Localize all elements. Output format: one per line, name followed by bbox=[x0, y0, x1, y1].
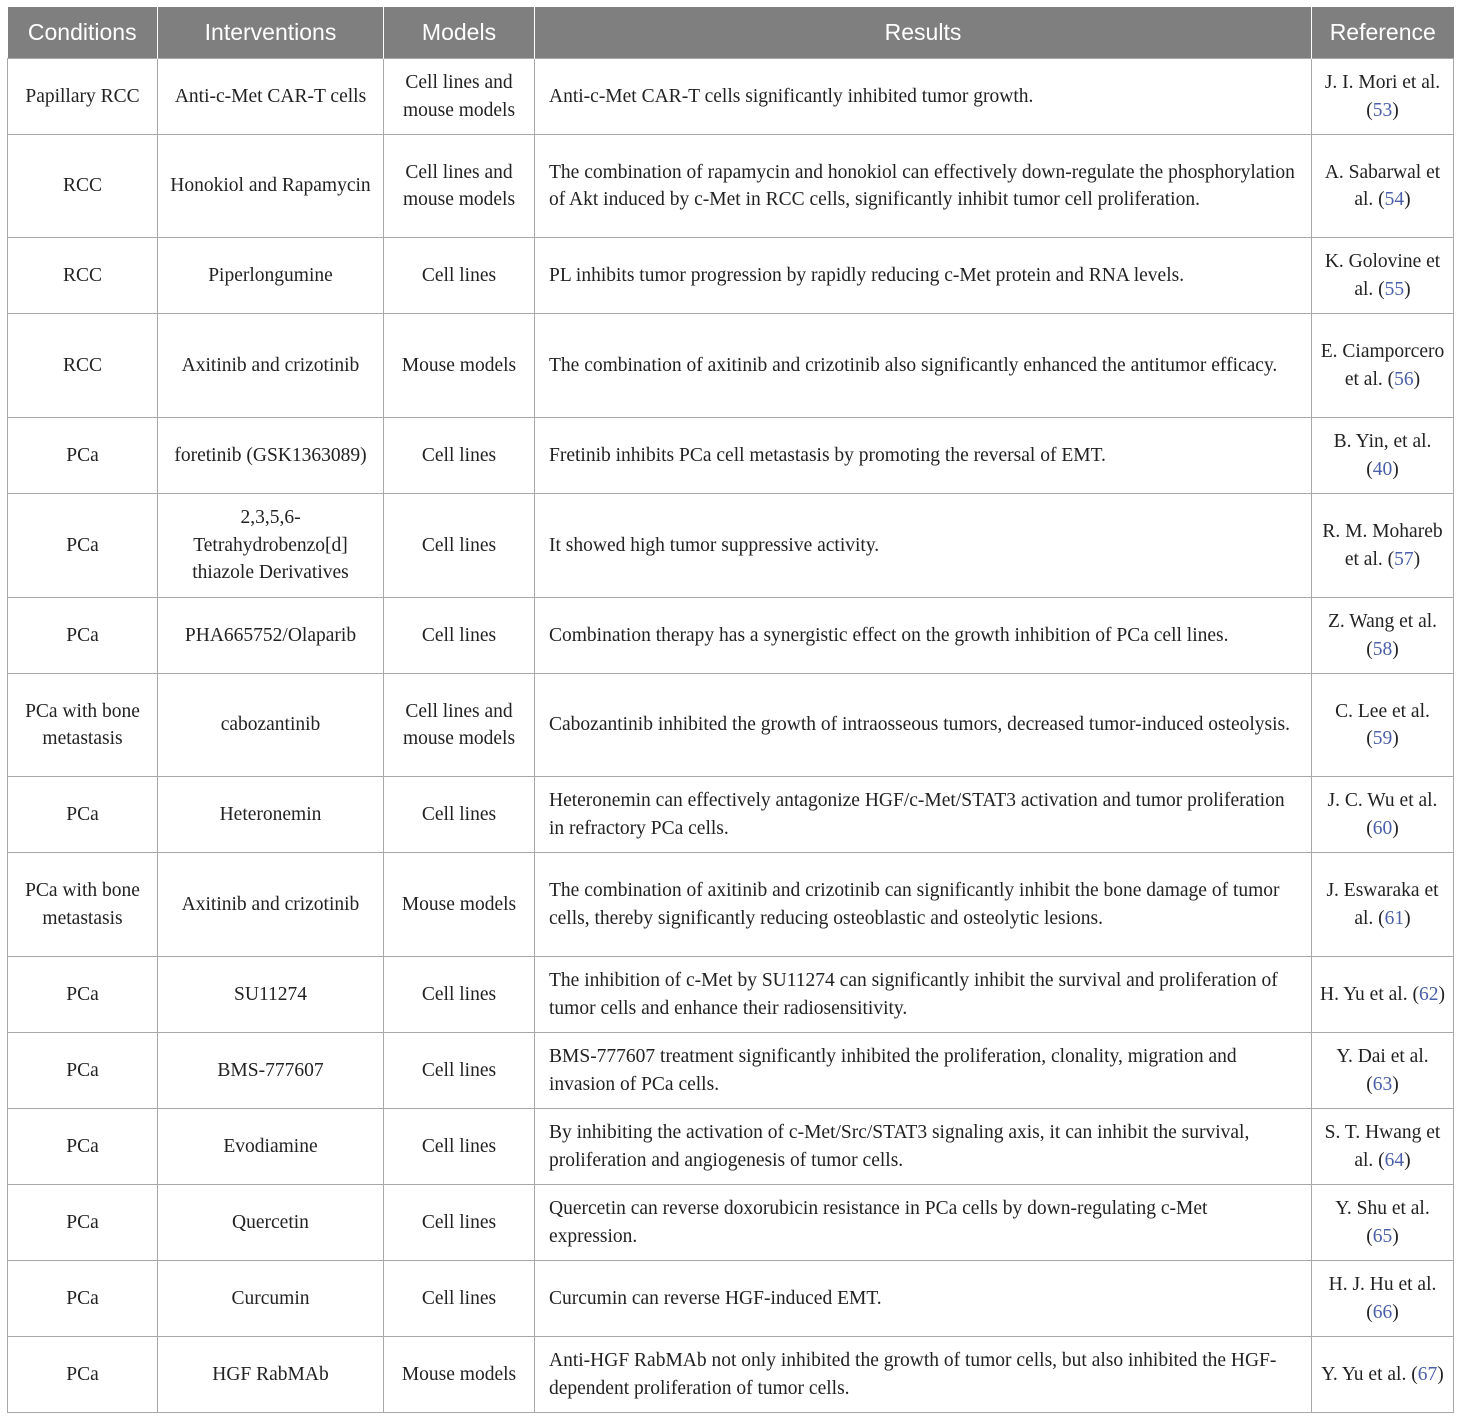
intervention-cell: HGF RabMAb bbox=[158, 1337, 384, 1413]
reference-author: J. I. Mori et al. bbox=[1324, 72, 1441, 93]
table-row bbox=[8, 494, 1454, 598]
result-cell: The inhibition of c-Met by SU11274 can significantly inhibit the survival and proliferation of tumor cells and enhance their radiosensitivity. bbox=[535, 957, 1312, 1033]
intervention-cell: Curcumin bbox=[158, 1261, 384, 1337]
reference-author: R. M. Mohareb et al. bbox=[1322, 521, 1443, 570]
reference-link[interactable]: 40 bbox=[1372, 458, 1393, 480]
table-row bbox=[8, 957, 1454, 1033]
model-cell: Cell lines and mouse models bbox=[384, 135, 535, 238]
model-cell: Cell lines bbox=[384, 777, 535, 853]
intervention-cell: SU11274 bbox=[158, 957, 384, 1033]
table-row bbox=[8, 314, 1454, 418]
result-cell: Cabozantinib inhibited the growth of intraosseous tumors, decreased tumor-induced osteolysis. bbox=[535, 674, 1312, 777]
reference-cell: R. M. Mohareb et al. (57) bbox=[1312, 494, 1454, 598]
header-reference: Reference bbox=[1312, 7, 1454, 59]
reference-author: H. J. Hu et al. bbox=[1328, 1274, 1437, 1295]
interventions-table bbox=[7, 7, 1454, 1413]
intervention-cell: Axitinib and crizotinib bbox=[158, 853, 384, 957]
condition-cell: PCa bbox=[8, 1261, 158, 1337]
reference-link[interactable]: 57 bbox=[1394, 548, 1414, 570]
model-cell: Cell lines bbox=[384, 494, 535, 598]
reference-cell: H. J. Hu et al. (66) bbox=[1312, 1261, 1454, 1337]
reference-link[interactable]: 64 bbox=[1384, 1149, 1405, 1171]
result-cell: Curcumin can reverse HGF-induced EMT. bbox=[535, 1261, 1312, 1337]
condition-cell: RCC bbox=[8, 238, 158, 314]
reference-link[interactable]: 58 bbox=[1372, 638, 1393, 660]
table-body bbox=[8, 59, 1454, 1413]
condition-cell: PCa bbox=[8, 1033, 158, 1109]
intervention-cell: Honokiol and Rapamycin bbox=[158, 135, 384, 238]
reference-cell: A. Sabarwal et al. (54) bbox=[1312, 135, 1454, 238]
intervention-cell: Quercetin bbox=[158, 1185, 384, 1261]
condition-cell: PCa bbox=[8, 957, 158, 1033]
reference-link[interactable]: 67 bbox=[1417, 1363, 1438, 1385]
condition-cell: PCa bbox=[8, 1337, 158, 1413]
reference-cell: B. Yin, et al. (40) bbox=[1312, 418, 1454, 494]
intervention-cell: Evodiamine bbox=[158, 1109, 384, 1185]
reference-author: C. Lee et al. bbox=[1335, 700, 1430, 722]
result-cell: The combination of axitinib and crizotinib can significantly inhibit the bone damage of tumor cells, thereby significantly reducing osteoblastic and osteolytic lesions. bbox=[535, 853, 1312, 957]
condition-cell: PCa with bone metastasis bbox=[8, 674, 158, 777]
reference-cell: H. Yu et al. (62) bbox=[1312, 957, 1454, 1033]
table-row bbox=[8, 674, 1454, 777]
condition-cell: PCa bbox=[8, 1109, 158, 1185]
reference-link[interactable]: 60 bbox=[1372, 817, 1393, 839]
header-results: Results bbox=[535, 7, 1312, 59]
model-cell: Cell lines bbox=[384, 418, 535, 494]
reference-author: A. Sabarwal et al. bbox=[1324, 161, 1441, 210]
result-cell: PL inhibits tumor progression by rapidly reducing c-Met protein and RNA levels. bbox=[535, 238, 1312, 314]
model-cell: Cell lines bbox=[384, 1033, 535, 1109]
result-cell: Heteronemin can effectively antagonize HGF/c-Met/STAT3 activation and tumor proliferation in refractory PCa cells. bbox=[535, 777, 1312, 853]
table-row bbox=[8, 853, 1454, 957]
model-cell: Cell lines bbox=[384, 238, 535, 314]
table-row bbox=[8, 1261, 1454, 1337]
header-row bbox=[8, 7, 1454, 59]
header-interventions: Interventions bbox=[158, 7, 384, 59]
reference-cell: K. Golovine et al. (55) bbox=[1312, 238, 1454, 314]
intervention-cell: Axitinib and crizotinib bbox=[158, 314, 384, 418]
result-cell: Quercetin can reverse doxorubicin resistance in PCa cells by down-regulating c-Met expression. bbox=[535, 1185, 1312, 1261]
table-row bbox=[8, 418, 1454, 494]
intervention-cell: BMS-777607 bbox=[158, 1033, 384, 1109]
result-cell: Anti-c-Met CAR-T cells significantly inhibited tumor growth. bbox=[535, 59, 1312, 135]
table-row bbox=[8, 135, 1454, 238]
intervention-cell: Piperlongumine bbox=[158, 238, 384, 314]
table-row bbox=[8, 59, 1454, 135]
reference-cell: Y. Shu et al. (65) bbox=[1312, 1185, 1454, 1261]
table-container bbox=[7, 7, 1453, 1413]
condition-cell: PCa bbox=[8, 418, 158, 494]
table-row bbox=[8, 1109, 1454, 1185]
model-cell: Cell lines bbox=[384, 957, 535, 1033]
table-row bbox=[8, 1033, 1454, 1109]
reference-link[interactable]: 53 bbox=[1372, 99, 1393, 121]
reference-link[interactable]: 61 bbox=[1384, 907, 1405, 929]
reference-cell: Y. Dai et al. (63) bbox=[1312, 1033, 1454, 1109]
reference-author: Z. Wang et al. bbox=[1327, 611, 1438, 632]
table-row bbox=[8, 598, 1454, 674]
condition-cell: PCa bbox=[8, 1185, 158, 1261]
reference-link[interactable]: 63 bbox=[1372, 1073, 1393, 1095]
table-row bbox=[8, 777, 1454, 853]
table-row bbox=[8, 1337, 1454, 1413]
table-row bbox=[8, 1185, 1454, 1261]
model-cell: Cell lines bbox=[384, 598, 535, 674]
model-cell: Cell lines and mouse models bbox=[384, 674, 535, 777]
reference-link[interactable]: 59 bbox=[1372, 728, 1393, 749]
reference-cell: C. Lee et al. (59) bbox=[1312, 674, 1454, 777]
intervention-cell: PHA665752/Olaparib bbox=[158, 598, 384, 674]
reference-author: K. Golovine et al. bbox=[1324, 251, 1441, 300]
intervention-cell: foretinib (GSK1363089) bbox=[158, 418, 384, 494]
table-header bbox=[8, 7, 1454, 59]
condition-cell: PCa bbox=[8, 494, 158, 598]
reference-cell: J. Eswaraka et al. (61) bbox=[1312, 853, 1454, 957]
result-cell: BMS-777607 treatment significantly inhibited the proliferation, clonality, migration and invasion of PCa cells. bbox=[535, 1033, 1312, 1109]
reference-author: Y. Shu et al. bbox=[1335, 1198, 1430, 1219]
result-cell: The combination of axitinib and crizotinib also significantly enhanced the antitumor efficacy. bbox=[535, 314, 1312, 418]
result-cell: It showed high tumor suppressive activity. bbox=[535, 494, 1312, 598]
model-cell: Mouse models bbox=[384, 314, 535, 418]
model-cell: Mouse models bbox=[384, 1337, 535, 1413]
reference-link[interactable]: 54 bbox=[1384, 189, 1405, 210]
model-cell: Cell lines bbox=[384, 1261, 535, 1337]
reference-author: Y. Yu et al. bbox=[1321, 1363, 1407, 1385]
reference-author: Y. Dai et al. bbox=[1336, 1046, 1429, 1067]
condition-cell: RCC bbox=[8, 135, 158, 238]
reference-cell: J. C. Wu et al. (60) bbox=[1312, 777, 1454, 853]
reference-author: J. Eswaraka et al. bbox=[1326, 880, 1439, 929]
reference-link[interactable]: 66 bbox=[1372, 1301, 1393, 1323]
condition-cell: PCa with bone metastasis bbox=[8, 853, 158, 957]
reference-cell: E. Ciamporcero et al. (56) bbox=[1312, 314, 1454, 418]
reference-link[interactable]: 55 bbox=[1384, 278, 1405, 300]
reference-link[interactable]: 65 bbox=[1372, 1225, 1393, 1247]
reference-link[interactable]: 56 bbox=[1394, 368, 1414, 390]
condition-cell: PCa bbox=[8, 598, 158, 674]
header-models: Models bbox=[384, 7, 535, 59]
intervention-cell: cabozantinib bbox=[158, 674, 384, 777]
header-conditions: Conditions bbox=[8, 7, 158, 59]
table-row bbox=[8, 238, 1454, 314]
reference-author: B. Yin, et al. bbox=[1333, 431, 1432, 452]
intervention-cell: Heteronemin bbox=[158, 777, 384, 853]
model-cell: Cell lines bbox=[384, 1109, 535, 1185]
model-cell: Mouse models bbox=[384, 853, 535, 957]
model-cell: Cell lines bbox=[384, 1185, 535, 1261]
condition-cell: Papillary RCC bbox=[8, 59, 158, 135]
reference-author: E. Ciamporcero et al. bbox=[1320, 341, 1445, 390]
reference-cell: J. I. Mori et al. (53) bbox=[1312, 59, 1454, 135]
result-cell: Combination therapy has a synergistic effect on the growth inhibition of PCa cell lines. bbox=[535, 598, 1312, 674]
model-cell: Cell lines and mouse models bbox=[384, 59, 535, 135]
condition-cell: PCa bbox=[8, 777, 158, 853]
reference-cell: Y. Yu et al. (67) bbox=[1312, 1337, 1454, 1413]
result-cell: Fretinib inhibits PCa cell metastasis by promoting the reversal of EMT. bbox=[535, 418, 1312, 494]
reference-author: S. T. Hwang et al. bbox=[1324, 1122, 1441, 1171]
reference-cell: S. T. Hwang et al. (64) bbox=[1312, 1109, 1454, 1185]
reference-author: J. C. Wu et al. bbox=[1327, 790, 1438, 811]
intervention-cell: Anti-c-Met CAR-T cells bbox=[158, 59, 384, 135]
reference-cell: Z. Wang et al. (58) bbox=[1312, 598, 1454, 674]
result-cell: The combination of rapamycin and honokiol can effectively down-regulate the phosphorylation of Akt induced by c-Met in RCC cells, significantly inhibit tumor cell proliferation. bbox=[535, 135, 1312, 238]
reference-link[interactable]: 62 bbox=[1418, 983, 1439, 1005]
reference-author: H. Yu et al. bbox=[1320, 983, 1408, 1005]
intervention-cell: 2,3,5,6-Tetrahydrobenzo[d] thiazole Derivatives bbox=[158, 494, 384, 598]
result-cell: By inhibiting the activation of c-Met/Src/STAT3 signaling axis, it can inhibit the survival, proliferation and angiogenesis of tumor cells. bbox=[535, 1109, 1312, 1185]
condition-cell: RCC bbox=[8, 314, 158, 418]
result-cell: Anti-HGF RabMAb not only inhibited the growth of tumor cells, but also inhibited the HGF-dependent proliferation of tumor cells. bbox=[535, 1337, 1312, 1413]
